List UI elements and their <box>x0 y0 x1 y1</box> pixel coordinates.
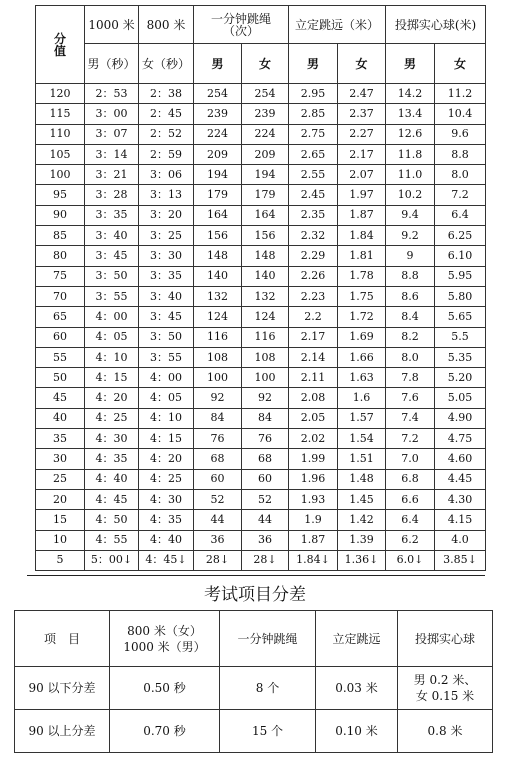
score-row <box>36 144 486 164</box>
standard-cell: 2.47 <box>338 84 386 104</box>
header-800m: 800 米 <box>139 6 194 44</box>
standard-cell: 1.42 <box>338 510 386 530</box>
score-row <box>36 530 486 550</box>
standard-cell: 4：10 <box>85 347 139 367</box>
standard-cell: 4.0 <box>435 530 486 550</box>
standard-cell: 28↓ <box>194 550 242 570</box>
standard-cell: 1.84↓ <box>289 550 338 570</box>
score-row <box>36 347 486 367</box>
standard-cell: 1.84 <box>338 226 386 246</box>
standard-cell: 6.2 <box>386 530 435 550</box>
standard-cell: 1.48 <box>338 469 386 489</box>
standard-cell: 2.05 <box>289 408 338 428</box>
standard-cell: 7.2 <box>386 429 435 449</box>
standard-cell: 8.8 <box>435 144 486 164</box>
standard-cell: 4：25 <box>85 408 139 428</box>
standard-cell: 3：14 <box>85 144 139 164</box>
standard-cell: 4.30 <box>435 489 486 509</box>
score-row <box>36 550 486 570</box>
standard-cell: 8.0 <box>435 165 486 185</box>
standard-cell: 4：20 <box>85 388 139 408</box>
header-rope-skip: 一分钟跳绳 （次） <box>194 6 289 44</box>
standard-cell: 2.17 <box>338 144 386 164</box>
score-table <box>35 5 486 571</box>
score-value-cell: 60 <box>36 327 85 347</box>
standard-cell: 124 <box>194 307 242 327</box>
standard-cell: 1.6 <box>338 388 386 408</box>
standard-cell: 7.4 <box>386 408 435 428</box>
standard-cell: 4.75 <box>435 429 486 449</box>
standard-cell: 2.32 <box>289 226 338 246</box>
score-value-cell: 70 <box>36 286 85 306</box>
score-value-cell: 40 <box>36 408 85 428</box>
standard-cell: 1.63 <box>338 368 386 388</box>
standard-cell: 5.35 <box>435 347 486 367</box>
standard-cell: 9 <box>386 246 435 266</box>
standard-cell: 2.26 <box>289 266 338 286</box>
diff-cell: 0.70 秒 <box>110 710 220 753</box>
standard-cell: 2.23 <box>289 286 338 306</box>
standard-cell: 2.45 <box>289 185 338 205</box>
score-value-cell: 90 <box>36 205 85 225</box>
score-row <box>36 205 486 225</box>
diff-cell: 0.8 米 <box>398 710 493 753</box>
diff-cell: 8 个 <box>220 667 316 710</box>
score-value-cell: 20 <box>36 489 85 509</box>
diff-header-rope: 一分钟跳绳 <box>220 611 316 667</box>
diff-header-shot: 投掷实心球 <box>398 611 493 667</box>
score-row <box>36 185 486 205</box>
standard-cell: 2.55 <box>289 165 338 185</box>
standard-cell: 44 <box>194 510 242 530</box>
score-row <box>36 469 486 489</box>
standard-cell: 4：30 <box>85 429 139 449</box>
standard-cell: 3：06 <box>139 165 194 185</box>
header-shot-put: 投掷实心球(米) <box>386 6 486 44</box>
standard-cell: 2.14 <box>289 347 338 367</box>
standard-cell: 5.65 <box>435 307 486 327</box>
score-value-cell: 120 <box>36 84 85 104</box>
standard-cell: 3：55 <box>85 286 139 306</box>
score-row <box>36 449 486 469</box>
score-row <box>36 84 486 104</box>
standard-cell: 2.85 <box>289 104 338 124</box>
standard-cell: 8.0 <box>386 347 435 367</box>
standard-cell: 5.20 <box>435 368 486 388</box>
diff-cell: 0.10 米 <box>316 710 398 753</box>
standard-cell: 13.4 <box>386 104 435 124</box>
standard-cell: 4：05 <box>139 388 194 408</box>
standard-cell: 4：00 <box>85 307 139 327</box>
standard-cell: 132 <box>194 286 242 306</box>
standard-cell: 76 <box>194 429 242 449</box>
standard-cell: 239 <box>194 104 242 124</box>
standard-cell: 156 <box>194 226 242 246</box>
standard-cell: 2.07 <box>338 165 386 185</box>
standard-cell: 3：20 <box>139 205 194 225</box>
score-row <box>36 286 486 306</box>
standard-cell: 1.54 <box>338 429 386 449</box>
standard-cell: 254 <box>194 84 242 104</box>
score-value-cell: 85 <box>36 226 85 246</box>
standard-cell: 2：38 <box>139 84 194 104</box>
standard-cell: 156 <box>242 226 289 246</box>
score-row <box>36 489 486 509</box>
standard-cell: 6.8 <box>386 469 435 489</box>
standard-cell: 68 <box>194 449 242 469</box>
standard-cell: 2.37 <box>338 104 386 124</box>
score-row <box>36 104 486 124</box>
header-score: 分 值 <box>36 6 85 84</box>
score-row <box>36 327 486 347</box>
standard-cell: 11.0 <box>386 165 435 185</box>
score-value-cell: 5 <box>36 550 85 570</box>
standard-cell: 209 <box>242 144 289 164</box>
standard-cell: 4.90 <box>435 408 486 428</box>
standard-cell: 2.08 <box>289 388 338 408</box>
subheader-shot-female: 女 <box>435 44 486 84</box>
standard-cell: 2：52 <box>139 124 194 144</box>
header-1000m: 1000 米 <box>85 6 139 44</box>
score-value-cell: 25 <box>36 469 85 489</box>
standard-cell: 3：45 <box>139 307 194 327</box>
standard-cell: 10.2 <box>386 185 435 205</box>
standard-cell: 132 <box>242 286 289 306</box>
standard-cell: 52 <box>242 489 289 509</box>
standard-cell: 1.87 <box>338 205 386 225</box>
standard-cell: 5.5 <box>435 327 486 347</box>
standard-cell: 2：59 <box>139 144 194 164</box>
score-row <box>36 165 486 185</box>
standard-cell: 4.45 <box>435 469 486 489</box>
subheader-jump-male: 男 <box>289 44 338 84</box>
standard-cell: 2：53 <box>85 84 139 104</box>
standard-cell: 4：45 <box>85 489 139 509</box>
standard-cell: 3：25 <box>139 226 194 246</box>
score-row <box>36 124 486 144</box>
score-value-cell: 50 <box>36 368 85 388</box>
standard-cell: 5.05 <box>435 388 486 408</box>
standard-cell: 116 <box>242 327 289 347</box>
score-row <box>36 226 486 246</box>
standard-cell: 2.17 <box>289 327 338 347</box>
score-row <box>36 429 486 449</box>
score-row <box>36 388 486 408</box>
score-row <box>36 246 486 266</box>
standard-cell: 7.8 <box>386 368 435 388</box>
standard-cell: 124 <box>242 307 289 327</box>
standard-cell: 100 <box>242 368 289 388</box>
standard-cell: 239 <box>242 104 289 124</box>
section-divider <box>27 575 485 576</box>
standard-cell: 5.80 <box>435 286 486 306</box>
header-long-jump: 立定跳远（米） <box>289 6 386 44</box>
standard-cell: 12.6 <box>386 124 435 144</box>
standard-cell: 4：15 <box>85 368 139 388</box>
standard-cell: 4：10 <box>139 408 194 428</box>
standard-cell: 92 <box>242 388 289 408</box>
standard-cell: 1.45 <box>338 489 386 509</box>
score-value-cell: 95 <box>36 185 85 205</box>
standard-cell: 1.72 <box>338 307 386 327</box>
standard-cell: 148 <box>242 246 289 266</box>
standard-cell: 1.36↓ <box>338 550 386 570</box>
standard-cell: 6.4 <box>435 205 486 225</box>
score-value-cell: 105 <box>36 144 85 164</box>
score-row <box>36 408 486 428</box>
standard-cell: 4：05 <box>85 327 139 347</box>
standard-cell: 1.51 <box>338 449 386 469</box>
score-row <box>36 368 486 388</box>
standard-cell: 76 <box>242 429 289 449</box>
score-value-cell: 45 <box>36 388 85 408</box>
standard-cell: 2：45 <box>139 104 194 124</box>
standard-cell: 9.2 <box>386 226 435 246</box>
standard-cell: 11.2 <box>435 84 486 104</box>
score-value-cell: 115 <box>36 104 85 124</box>
standard-cell: 7.0 <box>386 449 435 469</box>
standard-cell: 209 <box>194 144 242 164</box>
standard-cell: 4：25 <box>139 469 194 489</box>
standard-cell: 3：21 <box>85 165 139 185</box>
subheader-shot-male: 男 <box>386 44 435 84</box>
standard-cell: 3：45 <box>85 246 139 266</box>
standard-cell: 2.2 <box>289 307 338 327</box>
standard-cell: 108 <box>194 347 242 367</box>
section-title: 考试项目分差 <box>204 585 306 605</box>
score-row <box>36 307 486 327</box>
standard-cell: 36 <box>242 530 289 550</box>
standard-cell: 7.6 <box>386 388 435 408</box>
standard-cell: 194 <box>194 165 242 185</box>
diff-header-jump: 立定跳远 <box>316 611 398 667</box>
standard-cell: 100 <box>194 368 242 388</box>
score-table-body <box>36 84 486 571</box>
standard-cell: 84 <box>242 408 289 428</box>
difference-table <box>14 610 493 753</box>
score-value-cell: 10 <box>36 530 85 550</box>
standard-cell: 224 <box>242 124 289 144</box>
standard-cell: 108 <box>242 347 289 367</box>
standard-cell: 4：50 <box>85 510 139 530</box>
standard-cell: 164 <box>242 205 289 225</box>
standard-cell: 2.95 <box>289 84 338 104</box>
standard-cell: 5.95 <box>435 266 486 286</box>
standard-cell: 3：35 <box>85 205 139 225</box>
standard-cell: 4：35 <box>139 510 194 530</box>
standard-cell: 60 <box>242 469 289 489</box>
standard-cell: 2.11 <box>289 368 338 388</box>
standard-cell: 2.35 <box>289 205 338 225</box>
standard-cell: 6.0↓ <box>386 550 435 570</box>
standard-cell: 3：40 <box>85 226 139 246</box>
standard-cell: 4：45↓ <box>139 550 194 570</box>
standard-cell: 1.75 <box>338 286 386 306</box>
score-value-cell: 75 <box>36 266 85 286</box>
standard-cell: 1.9 <box>289 510 338 530</box>
diff-cell: 15 个 <box>220 710 316 753</box>
diff-cell: 0.03 米 <box>316 667 398 710</box>
standard-cell: 8.8 <box>386 266 435 286</box>
standard-cell: 224 <box>194 124 242 144</box>
standard-cell: 1.87 <box>289 530 338 550</box>
standard-cell: 1.66 <box>338 347 386 367</box>
standard-cell: 3：00 <box>85 104 139 124</box>
standard-cell: 8.4 <box>386 307 435 327</box>
difference-row-below-90 <box>15 667 493 710</box>
standard-cell: 3：07 <box>85 124 139 144</box>
standard-cell: 179 <box>194 185 242 205</box>
standard-cell: 2.27 <box>338 124 386 144</box>
diff-cell: 男 0.2 米、 女 0.15 米 <box>398 667 493 710</box>
standard-cell: 1.39 <box>338 530 386 550</box>
standard-cell: 2.29 <box>289 246 338 266</box>
score-header-row-2 <box>36 44 486 84</box>
standard-cell: 140 <box>242 266 289 286</box>
standard-cell: 6.25 <box>435 226 486 246</box>
subheader-rope-female: 女 <box>242 44 289 84</box>
score-value-cell: 100 <box>36 165 85 185</box>
standard-cell: 1.57 <box>338 408 386 428</box>
standard-cell: 4：35 <box>85 449 139 469</box>
standard-cell: 8.2 <box>386 327 435 347</box>
standard-cell: 116 <box>194 327 242 347</box>
standard-cell: 52 <box>194 489 242 509</box>
standard-cell: 164 <box>194 205 242 225</box>
standard-cell: 1.69 <box>338 327 386 347</box>
standard-cell: 4：20 <box>139 449 194 469</box>
score-value-cell: 55 <box>36 347 85 367</box>
standard-cell: 4：40 <box>85 469 139 489</box>
score-value-cell: 80 <box>36 246 85 266</box>
standard-cell: 148 <box>194 246 242 266</box>
standard-cell: 2.65 <box>289 144 338 164</box>
difference-header-row <box>15 611 493 667</box>
score-value-cell: 65 <box>36 307 85 327</box>
standard-cell: 4：15 <box>139 429 194 449</box>
standard-cell: 3：30 <box>139 246 194 266</box>
standard-cell: 8.6 <box>386 286 435 306</box>
diff-cell: 0.50 秒 <box>110 667 220 710</box>
standard-cell: 4：30 <box>139 489 194 509</box>
diff-cell: 90 以上分差 <box>15 710 110 753</box>
standard-cell: 1.93 <box>289 489 338 509</box>
standard-cell: 68 <box>242 449 289 469</box>
diff-header-item: 项 目 <box>15 611 110 667</box>
standard-cell: 6.6 <box>386 489 435 509</box>
standard-cell: 9.6 <box>435 124 486 144</box>
standard-cell: 3：40 <box>139 286 194 306</box>
standard-cell: 44 <box>242 510 289 530</box>
standard-cell: 4：40 <box>139 530 194 550</box>
standard-cell: 4：00 <box>139 368 194 388</box>
score-header-row-1 <box>36 6 486 44</box>
standard-cell: 194 <box>242 165 289 185</box>
standard-cell: 3：13 <box>139 185 194 205</box>
standard-cell: 36 <box>194 530 242 550</box>
standard-cell: 1.97 <box>338 185 386 205</box>
standard-cell: 9.4 <box>386 205 435 225</box>
standard-cell: 11.8 <box>386 144 435 164</box>
standard-cell: 4.60 <box>435 449 486 469</box>
score-row <box>36 510 486 530</box>
score-value-cell: 35 <box>36 429 85 449</box>
standard-cell: 1.78 <box>338 266 386 286</box>
standard-cell: 5：00↓ <box>85 550 139 570</box>
standard-cell: 179 <box>242 185 289 205</box>
standard-cell: 1.99 <box>289 449 338 469</box>
score-value-cell: 15 <box>36 510 85 530</box>
standard-cell: 4.15 <box>435 510 486 530</box>
standard-cell: 92 <box>194 388 242 408</box>
difference-row-above-90 <box>15 710 493 753</box>
standard-cell: 60 <box>194 469 242 489</box>
standard-cell: 3：28 <box>85 185 139 205</box>
diff-header-run: 800 米（女） 1000 米（男） <box>110 611 220 667</box>
standard-cell: 2.75 <box>289 124 338 144</box>
standard-cell: 4：55 <box>85 530 139 550</box>
standard-cell: 14.2 <box>386 84 435 104</box>
standard-cell: 1.96 <box>289 469 338 489</box>
standard-cell: 2.02 <box>289 429 338 449</box>
diff-cell: 90 以下分差 <box>15 667 110 710</box>
standard-cell: 3：50 <box>139 327 194 347</box>
standard-cell: 3：35 <box>139 266 194 286</box>
standard-cell: 6.4 <box>386 510 435 530</box>
standard-cell: 10.4 <box>435 104 486 124</box>
score-value-cell: 30 <box>36 449 85 469</box>
subheader-male-seconds: 男（秒） <box>85 44 139 84</box>
standard-cell: 7.2 <box>435 185 486 205</box>
standard-cell: 140 <box>194 266 242 286</box>
subheader-rope-male: 男 <box>194 44 242 84</box>
subheader-female-seconds: 女（秒） <box>139 44 194 84</box>
standard-cell: 6.10 <box>435 246 486 266</box>
standard-cell: 3.85↓ <box>435 550 486 570</box>
score-value-cell: 110 <box>36 124 85 144</box>
score-row <box>36 266 486 286</box>
standard-cell: 28↓ <box>242 550 289 570</box>
standard-cell: 84 <box>194 408 242 428</box>
standard-cell: 254 <box>242 84 289 104</box>
subheader-jump-female: 女 <box>338 44 386 84</box>
standard-cell: 3：50 <box>85 266 139 286</box>
standard-cell: 1.81 <box>338 246 386 266</box>
standard-cell: 3：55 <box>139 347 194 367</box>
